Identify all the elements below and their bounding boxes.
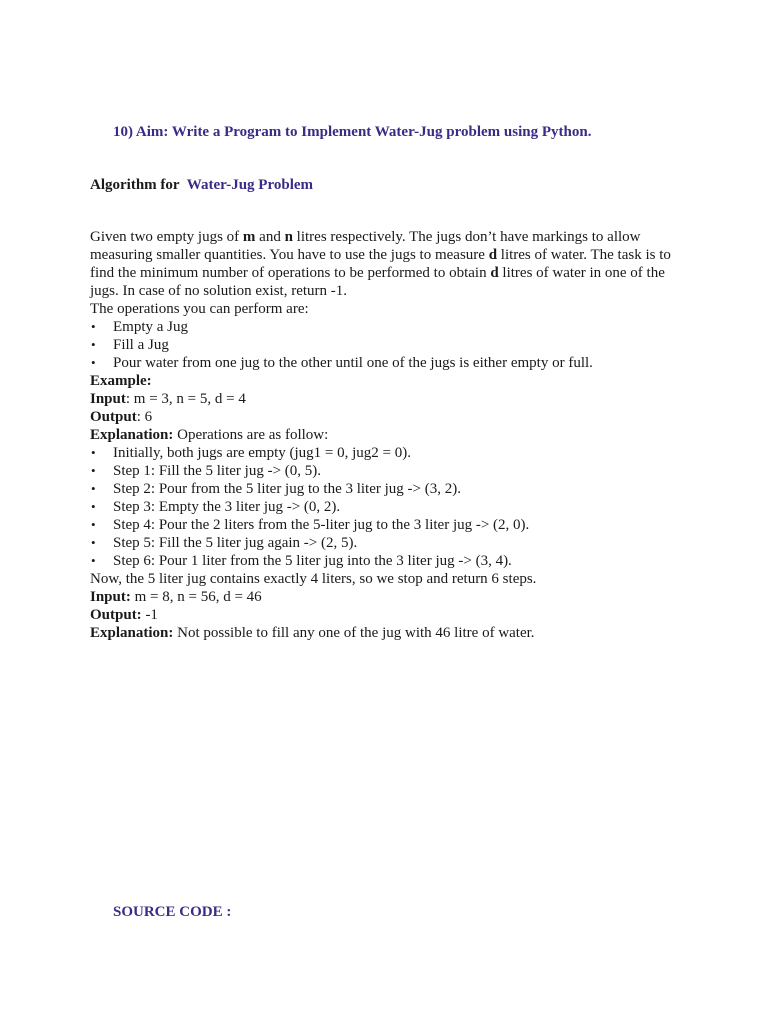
example2-explanation: Explanation: Not possible to fill any one of the jug with 46 litre of water. xyxy=(90,625,535,641)
operations-intro: The operations you can perform are: xyxy=(90,301,309,317)
intro-paragraph: Given two empty jugs of m and n litres respectively. The jugs don’t have markings to allow measuring smaller quantities. You have to use the jugs to measure d litres of water. The task is to find the minimum number of operations to be performed to obtain d litres of water in one of the jugs. In case of no solution exist, return -1. xyxy=(90,229,671,299)
list-item: • Step 4: Pour the 2 liters from the 5-liter jug to the 3 liter jug -> (2, 0). xyxy=(113,516,690,534)
list-item: • Pour water from one jug to the other until one of the jugs is either empty or full. xyxy=(113,354,690,372)
algorithm-heading xyxy=(90,176,313,194)
list-item: • Step 1: Fill the 5 liter jug -> (0, 5). xyxy=(113,462,690,480)
example2-output: Output: -1 xyxy=(90,607,158,623)
list-item: • Fill a Jug xyxy=(113,336,690,354)
var-d: d xyxy=(490,265,499,281)
example-conclusion: Now, the 5 liter jug contains exactly 4 liters, so we stop and return 6 steps. xyxy=(90,571,537,587)
steps-list xyxy=(90,444,690,570)
problem-description xyxy=(90,228,690,642)
example-output: Output: 6 xyxy=(90,409,153,425)
var-d: d xyxy=(488,247,498,263)
example2-input: Input: m = 8, n = 56, d = 46 xyxy=(90,589,262,605)
example-input: Input: m = 3, n = 5, d = 4 xyxy=(90,391,246,407)
list-item: • Step 3: Empty the 3 liter jug -> (0, 2). xyxy=(113,498,690,516)
operations-list xyxy=(90,318,690,372)
var-n: n xyxy=(284,229,293,245)
algorithm-heading-topic: Water-Jug Problem xyxy=(186,177,314,193)
list-item: • Empty a Jug xyxy=(113,318,690,336)
list-item: • Step 6: Pour 1 liter from the 5 liter jug into the 3 liter jug -> (3, 4). xyxy=(113,552,690,570)
list-item: • Step 2: Pour from the 5 liter jug to the 3 liter jug -> (3, 2). xyxy=(113,480,690,498)
list-item: • Initially, both jugs are empty (jug1 = 0, jug2 = 0). xyxy=(113,444,690,462)
var-m: m xyxy=(242,229,256,245)
example-explanation: Explanation: Operations are as follow: xyxy=(90,427,329,443)
algorithm-heading-prefix: Algorithm for xyxy=(90,177,180,193)
source-code-heading: SOURCE CODE : xyxy=(113,904,232,920)
example-heading: Example: xyxy=(90,373,152,389)
list-item: • Step 5: Fill the 5 liter jug again -> (2, 5). xyxy=(113,534,690,552)
aim-heading: 10) Aim: Write a Program to Implement Water-Jug problem using Python. xyxy=(113,124,592,140)
